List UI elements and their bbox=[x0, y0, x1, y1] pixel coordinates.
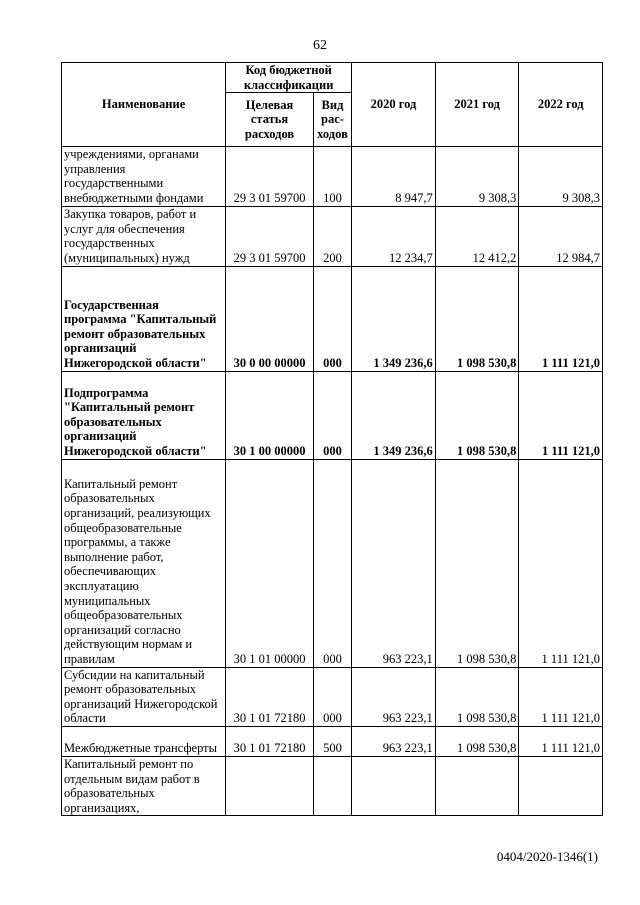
row-expense-kind: 000 bbox=[313, 459, 351, 667]
row-expense-kind: 500 bbox=[313, 726, 351, 756]
row-value-2021: 1 098 530,8 bbox=[435, 266, 519, 371]
row-value-2022: 1 111 121,0 bbox=[519, 459, 603, 667]
row-value-2022: 9 308,3 bbox=[519, 147, 603, 206]
row-name: Капитальный ремонт образовательных организаций, реализующих общеобразовательные программы, а также выполнение работ, обеспечивающих эксплуатацию муниципальных общеобразовательных организаций согласно действующим нормам и правилам bbox=[62, 459, 226, 667]
row-value-2022: 1 111 121,0 bbox=[519, 667, 603, 726]
row-value-2022 bbox=[519, 756, 603, 815]
budget-table bbox=[61, 62, 603, 816]
header-code-group: Код бюджетной классификации bbox=[226, 63, 352, 93]
row-name: Субсидии на капитальный ремонт образовательных организаций Нижегородской области bbox=[62, 667, 226, 726]
row-target-article: 30 1 01 72180 bbox=[226, 667, 314, 726]
header-2022: 2022 год bbox=[519, 63, 603, 147]
row-name: Капитальный ремонт по отдельным видам работ в образовательных организациях, bbox=[62, 756, 226, 815]
table-row bbox=[62, 459, 603, 667]
row-value-2021: 1 098 530,8 bbox=[435, 726, 519, 756]
row-name: Закупка товаров, работ и услуг для обеспечения государственных (муниципальных) нужд bbox=[62, 206, 226, 266]
document-code: 0404/2020-1346(1) bbox=[496, 849, 598, 864]
row-value-2021: 1 098 530,8 bbox=[435, 459, 519, 667]
row-target-article bbox=[226, 756, 314, 815]
row-target-article: 30 1 00 00000 bbox=[226, 371, 314, 459]
row-expense-kind: 000 bbox=[313, 371, 351, 459]
row-name: Подпрограмма "Капитальный ремонт образовательных организаций Нижегородской области" bbox=[62, 371, 226, 459]
row-expense-kind: 100 bbox=[313, 147, 351, 206]
header-2020: 2020 год bbox=[352, 63, 436, 147]
row-expense-kind: 200 bbox=[313, 206, 351, 266]
table-row bbox=[62, 206, 603, 266]
header-target-article: Целевая статья расходов bbox=[226, 93, 314, 147]
table-row bbox=[62, 266, 603, 371]
table-row bbox=[62, 726, 603, 756]
row-target-article: 30 0 00 00000 bbox=[226, 266, 314, 371]
table-row bbox=[62, 756, 603, 815]
row-value-2020: 963 223,1 bbox=[352, 667, 436, 726]
header-name: Наименование bbox=[62, 63, 226, 147]
row-value-2021: 9 308,3 bbox=[435, 147, 519, 206]
header-expense-kind: Вид рас-ходов bbox=[313, 93, 351, 147]
row-name: учреждениями, органами управления государственными внебюджетными фондами bbox=[62, 147, 226, 206]
row-value-2020: 12 234,7 bbox=[352, 206, 436, 266]
table-body bbox=[62, 147, 603, 816]
row-target-article: 29 3 01 59700 bbox=[226, 206, 314, 266]
row-value-2021: 1 098 530,8 bbox=[435, 371, 519, 459]
row-value-2022: 1 111 121,0 bbox=[519, 266, 603, 371]
row-value-2020: 963 223,1 bbox=[352, 726, 436, 756]
row-value-2020: 963 223,1 bbox=[352, 459, 436, 667]
row-value-2020: 8 947,7 bbox=[352, 147, 436, 206]
row-target-article: 30 1 01 72180 bbox=[226, 726, 314, 756]
row-value-2021: 12 412,2 bbox=[435, 206, 519, 266]
row-expense-kind: 000 bbox=[313, 266, 351, 371]
table-row bbox=[62, 147, 603, 206]
row-value-2022: 12 984,7 bbox=[519, 206, 603, 266]
row-value-2022: 1 111 121,0 bbox=[519, 371, 603, 459]
row-target-article: 29 3 01 59700 bbox=[226, 147, 314, 206]
row-value-2021: 1 098 530,8 bbox=[435, 667, 519, 726]
row-name: Межбюджетные трансферты bbox=[62, 726, 226, 756]
row-target-article: 30 1 01 00000 bbox=[226, 459, 314, 667]
row-value-2022: 1 111 121,0 bbox=[519, 726, 603, 756]
row-expense-kind: 000 bbox=[313, 667, 351, 726]
row-value-2020: 1 349 236,6 bbox=[352, 371, 436, 459]
table-row bbox=[62, 371, 603, 459]
row-value-2020: 1 349 236,6 bbox=[352, 266, 436, 371]
page-number: 62 bbox=[313, 38, 327, 53]
row-value-2020 bbox=[352, 756, 436, 815]
table-row bbox=[62, 667, 603, 726]
header-2021: 2021 год bbox=[435, 63, 519, 147]
row-value-2021 bbox=[435, 756, 519, 815]
row-expense-kind bbox=[313, 756, 351, 815]
row-name: Государственная программа "Капитальный ремонт образовательных организаций Нижегородской области" bbox=[62, 266, 226, 371]
